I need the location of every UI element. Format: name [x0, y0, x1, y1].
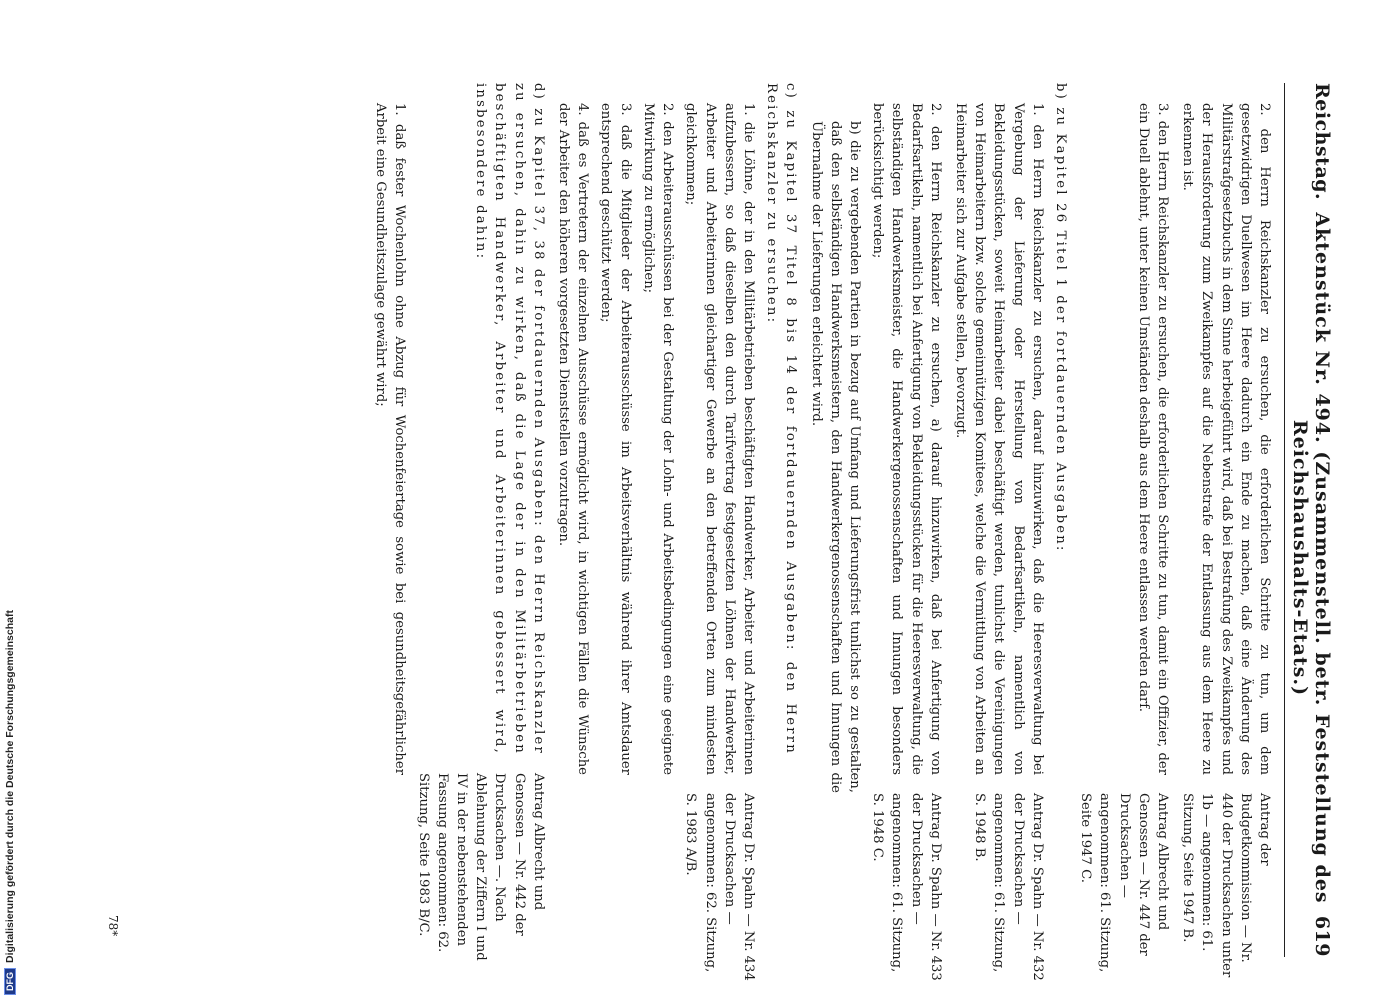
entry	[762, 83, 800, 957]
section-heading: c) zu Kapitel 37 Titel 8 bis 14 der fortdauernden Ausgaben: den Herrn Reichskanzler zu ersuchen:	[764, 83, 799, 755]
side-note	[762, 773, 800, 969]
page-number: 619	[1311, 915, 1333, 957]
header-title: Aktenstück Nr. 494. (Zusammenstell. betr. Feststellung des Reichshaushalts-Etats.)	[1289, 212, 1333, 904]
digitization-sidebar	[0, 0, 24, 1000]
header-reichstag: Reichstag.	[1311, 83, 1333, 201]
entry	[554, 83, 592, 957]
main-text: 2. den Arbeiterausschüssen bei der Gestaltung der Lohn- und Arbeitsbedingungen eine geeignete Mitwirkung zu ermöglichen;	[640, 103, 676, 775]
entry	[596, 83, 634, 957]
entry	[413, 83, 547, 961]
side-note	[639, 793, 677, 989]
digitization-credit	[4, 610, 16, 995]
side-note: Antrag Dr. Spahn — Nr. 433 der Drucksachen — angenommen: 61. Sitzung, S. 1948 C.	[870, 793, 943, 981]
main-text: 2. den Herrn Reichskanzler zu ersuchen, die erforderlichen Schritte zu tun, um dem gesetzwidrigen Duellwesen im Heere dadurch ein Ende zu machen, daß eine Änderung des Militärstrafgesetzbuchs in dem Sinne herbeigeführt wird, daß bei Bestrafung des Zweikampfes und der Herausforderung zum Zweikampfes auf die Nebenstrafe der Entlassung aus dem Heere zu erkennen ist.	[1180, 103, 1272, 775]
section-heading: b) zu Kapitel 26 Titel 1 der fortdauernden Ausgaben:	[1052, 83, 1068, 553]
main-text: 3. daß die Mitglieder der Arbeiterausschüsse im Arbeitsverhältnis während ihrer Amtsdauer entsprechend geschützt werden;	[598, 103, 633, 775]
main-text: 4. daß es Vertretern der einzelnen Ausschüsse ermöglicht wird, in wichtigen Fällen die Wünsche der Arbeiter den höheren vorgesetzten Dienststellen vorzutragen.	[556, 103, 591, 775]
main-text: b) die zu vergebenden Partien in bezug auf Umfang und Lieferungsfrist tunlichst so zu gestalten, daß den selbständigen Handwerksmeistern, den Handwerkergenossenschaften und Innungen die Übernahme der Lieferungen erleichtert wird.	[808, 121, 862, 793]
side-note	[806, 811, 864, 1007]
side-note	[1051, 773, 1070, 969]
entry	[1051, 83, 1070, 957]
main-text: 1. daß fester Wochenlohn ohne Abzug für Wochenfeiertage sowie bei gesundheitsgefährlicher Arbeit eine Gesundheitszulage gewährt wird;	[373, 103, 408, 775]
main-text: 1. die Löhne, der in den Militärbetrieben beschäftigten Handwerker, Arbeiter und Arbeiterinnen aufzubessern, so daß dieselben den durch Tarifvertrag festgesetzten Löhnen der Handwerker, Arbeiter und Arbeiterinnen gleichartiger Gewerbe an den betreffenden Orten zum mindesten gleichkommen;	[683, 103, 756, 775]
document-page	[45, 55, 1355, 985]
entry	[1178, 83, 1274, 978]
dfg-logo: DFG	[4, 968, 16, 995]
main-text: 3. den Herrn Reichskanzler zu ersuchen, die erforderlichen Schritte zu tun, damit ein Offizier, der ein Duell ablehnt, unter keinen Umständen deshalb aus dem Heere entlassen werden darf.	[1135, 103, 1170, 775]
entry	[951, 83, 1047, 981]
side-note: Antrag Dr. Spahn — Nr. 434 der Drucksachen — angenommen: 62. Sitzung, S. 1983 A/B.	[683, 793, 756, 981]
section-heading: d) zu Kapitel 37, 38 der fortdauernden Ausgaben: den Herrn Reichskanzler zu ersuchen, dahin zu wirken, daß die Lage der in den Militärbetrieben beschäftigten Handwerker, Arbeiter und Arbeiterinnen gebessert wird, insbesondere dahin:	[473, 83, 546, 755]
entry	[806, 83, 864, 957]
entry	[868, 83, 945, 981]
side-note	[371, 793, 409, 989]
entry	[681, 83, 758, 981]
side-note	[596, 793, 634, 989]
side-note: Antrag Dr. Spahn — Nr. 432 der Drucksachen — angenommen: 61. Sitzung, S. 1948 B.	[972, 793, 1045, 981]
main-text: 1. den Herrn Reichskanzler zu ersuchen, darauf hinzuwirken, daß die Heeresverwaltung bei Vergebung der Lieferung oder Herstellung von Bedarfsartikeln, namentlich von Bekleidungsstücken, soweit Heimarbeiter dabei beschäftigt werden, tunlichst die Vereinigungen von Heimarbeitern bzw. solche gemeinnützigen Komitees, welche die Vermittlung von Arbeiten an Heimarbeiter sich zur Aufgabe stellen, bevorzugt.	[952, 103, 1045, 775]
entry	[639, 83, 677, 957]
side-note: Antrag Albrecht und Genossen — Nr. 442 der Drucksachen —. Nach Ablehnung der Ziffern I und IV in der nebenstehenden Fassung angenommen: 62. Sitzung, Seite 1983 B/C.	[415, 773, 546, 961]
digitization-credit-text: Digitalisierung gefördert durch die Deutsche Forschungsgemeinschaft	[4, 610, 16, 963]
entry	[1076, 83, 1172, 973]
side-note: Antrag Albrecht und Genossen — Nr. 447 der Drucksachen — angenommen: 61. Sitzung, Seite 1947 C.	[1078, 793, 1170, 973]
main-text: 2. den Herrn Reichskanzler zu ersuchen, a) darauf hinzuwirken, daß bei Anfertigung von Bedarfsartikeln, namentlich bei Anfertigung von Bekleidungsstücken für die Heeresverwaltung, die selbständigen Handwerksmeister, die Handwerkergenossenschaften und Innungen besonders berücksichtigt werden;	[870, 103, 943, 775]
side-note	[554, 793, 592, 989]
signature-mark: 78*	[106, 915, 120, 937]
entry	[371, 83, 409, 957]
side-note: Antrag der Budgetkommission — Nr. 440 der Drucksachen unter 1b — angenommen: 61. Sitzung, Seite 1947 B.	[1180, 793, 1272, 978]
entry-list	[371, 83, 1274, 981]
page-header	[1284, 83, 1333, 957]
